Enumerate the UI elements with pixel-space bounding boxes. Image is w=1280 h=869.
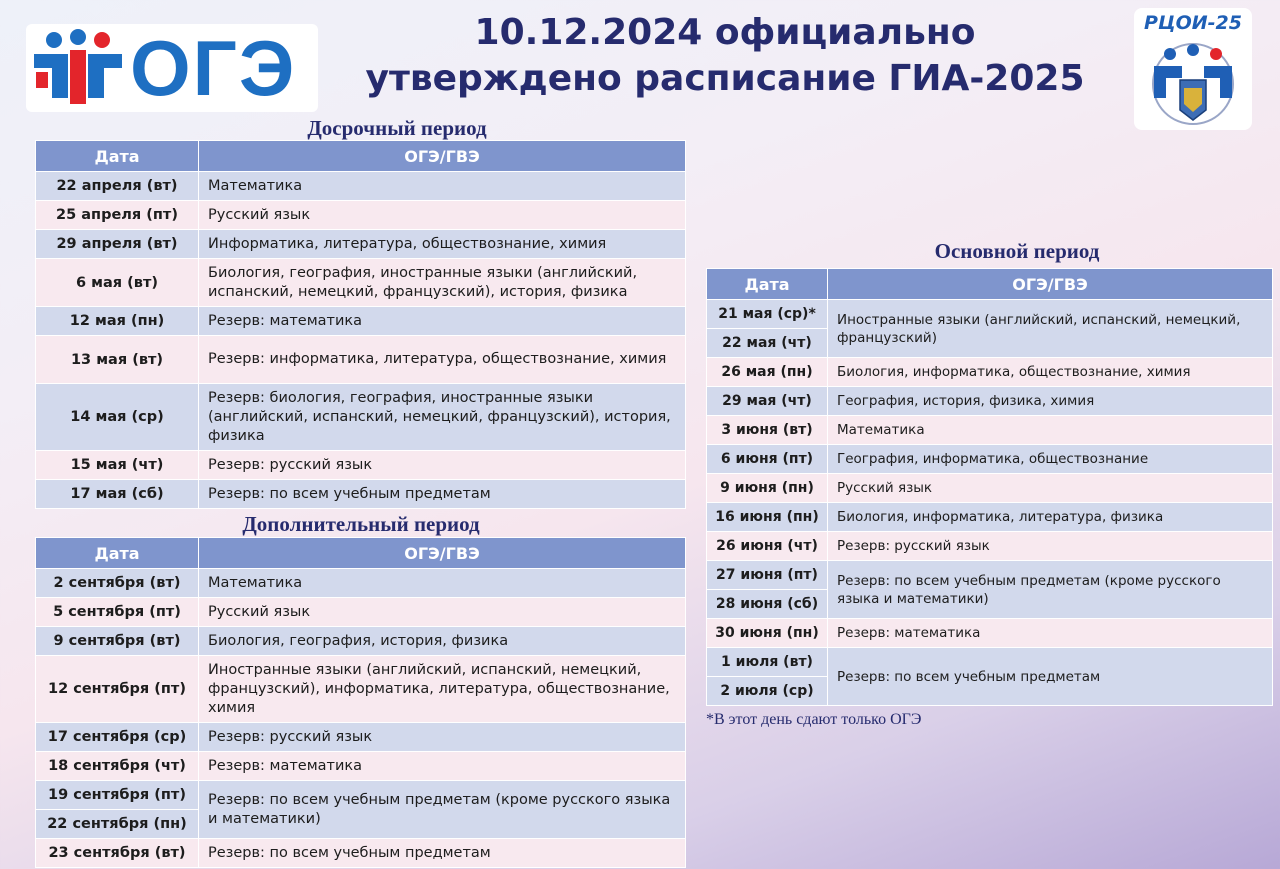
exam-date: 29 апреля (вт) [36, 230, 199, 259]
exam-subjects: География, информатика, обществознание [828, 445, 1273, 474]
exam-subjects: Русский язык [828, 474, 1273, 503]
table-row [36, 201, 686, 230]
table-row [36, 656, 686, 723]
table-row [36, 781, 686, 810]
exam-subjects: Математика [199, 172, 686, 201]
table-row [707, 445, 1273, 474]
table-row [36, 336, 686, 384]
exam-subjects: География, история, физика, химия [828, 387, 1273, 416]
exam-date: 15 мая (чт) [36, 451, 199, 480]
exam-subjects: Русский язык [199, 598, 686, 627]
exam-subjects: Иностранные языки (английский, испанский, немецкий, французский), информатика, литература, обществознание, химия [199, 656, 686, 723]
table-row [36, 569, 686, 598]
subject-column-header: ОГЭ/ГВЭ [828, 269, 1273, 300]
exam-subjects: Резерв: математика [828, 619, 1273, 648]
exam-subjects: Резерв: по всем учебным предметам (кроме русского языка и математики) [199, 781, 686, 839]
exam-date: 19 сентября (пт) [36, 781, 199, 810]
exam-date: 12 сентября (пт) [36, 656, 199, 723]
exam-subjects: Резерв: русский язык [828, 532, 1273, 561]
exam-date: 1 июля (вт) [707, 648, 828, 677]
rcoi-logo [1134, 8, 1252, 130]
exam-subjects: Резерв: биология, география, иностранные языки (английский, испанский, немецкий, французский), история, физика [199, 384, 686, 451]
exam-date: 6 мая (вт) [36, 259, 199, 307]
table-row [707, 300, 1273, 329]
exam-subjects: Резерв: русский язык [199, 451, 686, 480]
exam-date: 26 июня (чт) [707, 532, 828, 561]
table-row [707, 648, 1273, 677]
table-row [707, 561, 1273, 590]
footnote: *В этот день сдают только ОГЭ [706, 711, 922, 728]
table-row [707, 416, 1273, 445]
table-header-row [36, 538, 686, 569]
exam-date: 22 мая (чт) [707, 329, 828, 358]
table-row [36, 480, 686, 509]
table-row [36, 627, 686, 656]
page-title [330, 10, 1120, 102]
exam-date: 22 апреля (вт) [36, 172, 199, 201]
table-row [707, 532, 1273, 561]
exam-subjects: Русский язык [199, 201, 686, 230]
table-row [36, 839, 686, 868]
exam-subjects: Резерв: по всем учебным предметам [199, 839, 686, 868]
exam-date: 12 мая (пн) [36, 307, 199, 336]
exam-date: 28 июня (сб) [707, 590, 828, 619]
exam-subjects: Резерв: информатика, литература, обществознание, химия [199, 336, 686, 384]
table-row [36, 172, 686, 201]
exam-subjects: Биология, информатика, литература, физика [828, 503, 1273, 532]
exam-date: 2 сентября (вт) [36, 569, 199, 598]
exam-date: 16 июня (пн) [707, 503, 828, 532]
exam-subjects: Информатика, литература, обществознание, химия [199, 230, 686, 259]
exam-subjects: Резерв: русский язык [199, 723, 686, 752]
table-row [707, 503, 1273, 532]
date-column-header: Дата [36, 538, 199, 569]
exam-date: 17 сентября (ср) [36, 723, 199, 752]
table-row [36, 723, 686, 752]
table-row [707, 358, 1273, 387]
exam-date: 27 июня (пт) [707, 561, 828, 590]
exam-subjects: Резерв: по всем учебным предметам (кроме русского языка и математики) [828, 561, 1273, 619]
oge-logo [26, 24, 318, 112]
early-period-table [35, 140, 686, 509]
exam-subjects: Биология, география, история, физика [199, 627, 686, 656]
date-column-header: Дата [707, 269, 828, 300]
rcoi-logo-text: РЦОИ-25 [1144, 12, 1242, 34]
oge-logo-text: ОГЭ [130, 24, 297, 112]
table-row [36, 230, 686, 259]
exam-date: 13 мая (вт) [36, 336, 199, 384]
table-header-row [707, 269, 1273, 300]
exam-date: 14 мая (ср) [36, 384, 199, 451]
main-period-title: Основной период [934, 239, 1100, 263]
exam-date: 17 мая (сб) [36, 480, 199, 509]
exam-date: 18 сентября (чт) [36, 752, 199, 781]
exam-date: 2 июля (ср) [707, 677, 828, 706]
table-row [36, 307, 686, 336]
exam-date: 30 июня (пн) [707, 619, 828, 648]
table-row [36, 752, 686, 781]
exam-date: 9 сентября (вт) [36, 627, 199, 656]
exam-subjects: Математика [828, 416, 1273, 445]
exam-subjects: Математика [199, 569, 686, 598]
table-row [36, 598, 686, 627]
table-row [707, 619, 1273, 648]
exam-date: 3 июня (вт) [707, 416, 828, 445]
exam-subjects: Резерв: математика [199, 307, 686, 336]
oge-logo-icon [28, 28, 128, 110]
exam-date: 26 мая (пн) [707, 358, 828, 387]
subject-column-header: ОГЭ/ГВЭ [199, 538, 686, 569]
date-column-header: Дата [36, 141, 199, 172]
page-title-line-2: утверждено расписание ГИА-2025 [365, 58, 1085, 99]
early-period-title: Досрочный период [307, 116, 487, 140]
exam-date: 23 сентября (вт) [36, 839, 199, 868]
page-title-line-1: 10.12.2024 официально [474, 12, 976, 53]
exam-date: 22 сентября (пн) [36, 810, 199, 839]
exam-date: 29 мая (чт) [707, 387, 828, 416]
exam-date: 5 сентября (пт) [36, 598, 199, 627]
table-row [707, 387, 1273, 416]
exam-subjects: Резерв: по всем учебным предметам [199, 480, 686, 509]
table-row [36, 259, 686, 307]
exam-subjects: Резерв: математика [199, 752, 686, 781]
exam-date: 6 июня (пт) [707, 445, 828, 474]
main-period-table [706, 268, 1273, 706]
rcoi-emblem-icon [1144, 38, 1242, 126]
exam-subjects: Биология, география, иностранные языки (английский, испанский, немецкий, французский), история, физика [199, 259, 686, 307]
exam-date: 21 мая (ср)* [707, 300, 828, 329]
exam-subjects: Иностранные языки (английский, испанский, немецкий, французский) [828, 300, 1273, 358]
table-row [36, 451, 686, 480]
table-header-row [36, 141, 686, 172]
subject-column-header: ОГЭ/ГВЭ [199, 141, 686, 172]
table-row [36, 384, 686, 451]
exam-date: 25 апреля (пт) [36, 201, 199, 230]
additional-period-title: Дополнительный период [242, 512, 480, 536]
exam-date: 9 июня (пн) [707, 474, 828, 503]
additional-period-table [35, 537, 686, 868]
exam-subjects: Биология, информатика, обществознание, химия [828, 358, 1273, 387]
table-row [707, 474, 1273, 503]
exam-subjects: Резерв: по всем учебным предметам [828, 648, 1273, 706]
